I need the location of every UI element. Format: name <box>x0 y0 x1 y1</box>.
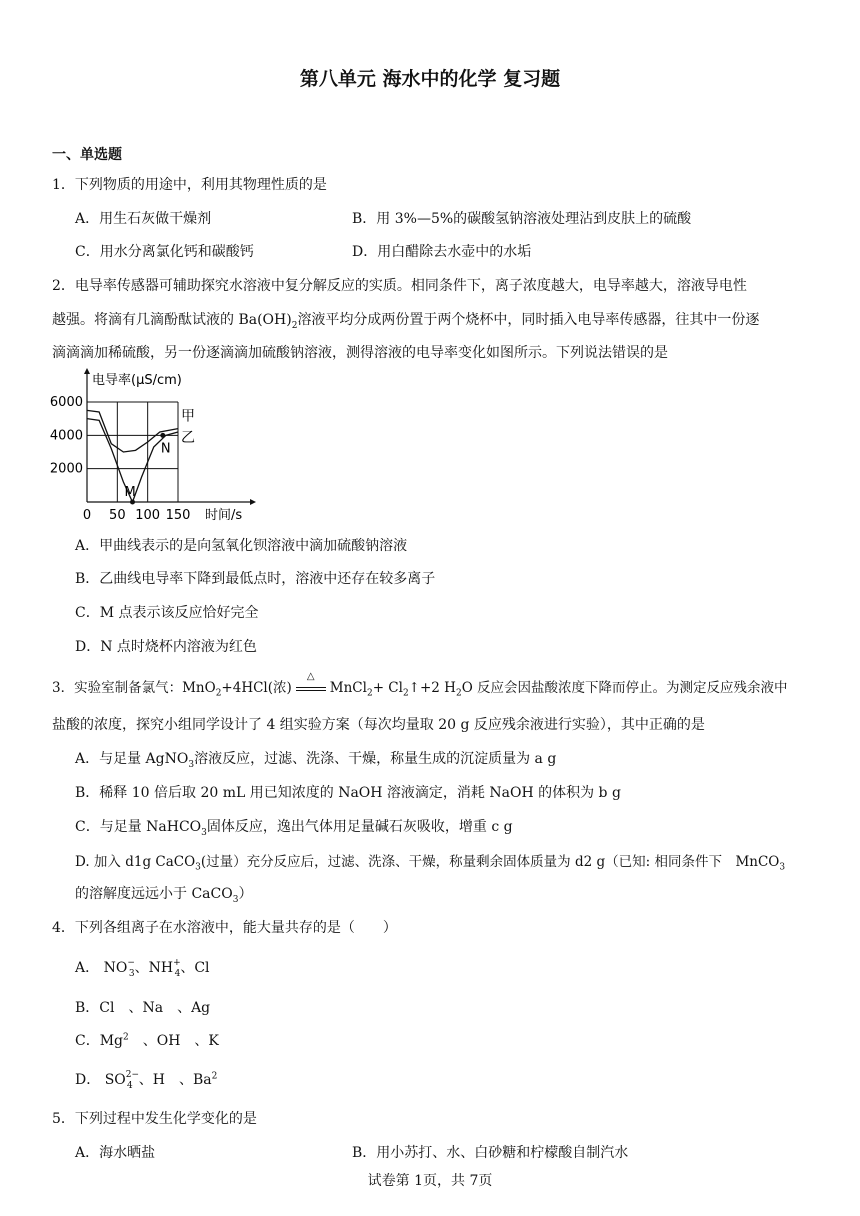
q3-option-b: B．稀释 10 倍后取 20 mL 用已知浓度的 NaOH 溶液滴定，消耗 NaOH 的体积为 b g <box>75 785 621 801</box>
chart-ticks <box>50 395 191 523</box>
x-tick-label: 150 <box>165 508 191 523</box>
point-M <box>130 500 135 505</box>
series-label-1: 甲 <box>181 408 195 425</box>
point-N <box>160 433 165 438</box>
point-label-N: N <box>160 441 171 457</box>
y-tick-label: 6000 <box>49 395 83 410</box>
page-title: 第八单元 海水中的化学 复习题 <box>299 68 561 90</box>
x-tick-label: 0 <box>82 508 92 523</box>
q4-option-d: D． $SO^{2-}_4$ 、H 、Ba$^2$ <box>75 1070 218 1091</box>
q4-option-b: B．Cl 、Na 、Ag <box>75 1000 211 1016</box>
q2-option-c: C．M 点表示该反应恰好完全 <box>75 605 259 621</box>
question-1-stem: 1．下列物质的用途中，利用其物理性质的是 <box>52 177 327 193</box>
chart-axes <box>84 368 256 505</box>
conductivity-chart <box>49 364 270 524</box>
q2-option-a: A．甲曲线表示的是向氢氧化钡溶液中滴加硫酸钠溶液 <box>75 538 408 554</box>
y-axis-label: 电导率(μS/cm) <box>92 373 182 388</box>
series-label-2: 乙 <box>181 430 195 446</box>
x-axis-label: 时间/s <box>205 508 243 523</box>
heat-symbol: △ <box>306 671 315 682</box>
q2-option-b: B．乙曲线电导率下降到最低点时，溶液中还存在较多离子 <box>75 571 436 587</box>
q5-option-b: B．用小苏打、水、白砂糖和柠檬酸自制汽水 <box>352 1145 629 1161</box>
y-axis-arrow <box>84 368 90 374</box>
reaction-arrow <box>294 671 328 696</box>
chart-series <box>87 409 195 502</box>
x-tick-label: 50 <box>109 508 126 523</box>
question-4-stem: 4．下列各组离子在水溶液中，能大量共存的是（ ） <box>52 920 397 936</box>
x-tick-label: 100 <box>135 508 161 523</box>
question-3-line-1: 3．实验室制备氯气：MnO$_2$+4HCl(浓) △ MnCl$_2$+ $Cl_2↑+2$ $H_2O$ 反应会因盐酸浓度下降而停止。为测定反应残余液中 <box>52 671 788 699</box>
question-3-line-2: 盐酸的浓度，探究小组同学设计了 4 组实验方案（每次均量取 20 g 反应残余液进行实验），其中正确的是 <box>52 717 705 733</box>
y-tick-label: 4000 <box>49 428 83 444</box>
q4-option-c: C．Mg$^2$ 、OH 、K <box>75 1032 219 1049</box>
q3-option-a: A．与足量 AgNO$_3$溶液反应，过滤、洗涤、干燥，称量生成的沉淀质量为 a g <box>75 751 557 770</box>
q4-option-a: A． $NO^-_3$、$NH^+_4$、Cl <box>75 958 210 979</box>
q3-option-c: C．与足量 NaHCO$_3$固体反应，逸出气体用足量碱石灰吸收，增重 c g <box>75 819 513 838</box>
q1-option-b: B．用 3%—5%的碳酸氢钠溶液处理沾到皮肤上的硫酸 <box>352 211 692 227</box>
q3-option-d-cont: 的溶解度远远小于 CaCO$_3$） <box>75 886 253 905</box>
q1-option-d: D．用白醋除去水壶中的水垢 <box>352 244 532 260</box>
point-label-M: M <box>124 485 136 500</box>
section-heading: 一、单选题 <box>52 147 122 163</box>
y-tick-label: 2000 <box>49 461 83 477</box>
question-2-line-2: 越强。将滴有几滴酚酞试液的 $Ba(OH)_2$溶液平均分成两份置于两个烧杯中，同时插入电导率传感器，往其中一份逐 <box>52 312 760 331</box>
q5-option-a: A．海水晒盐 <box>75 1145 156 1161</box>
question-5-stem: 5．下列过程中发生化学变化的是 <box>52 1111 257 1127</box>
q2-option-d: D．N 点时烧杯内溶液为红色 <box>75 639 257 655</box>
x-axis-arrow <box>250 499 256 505</box>
page-footer: 试卷第 1页，共 7页 <box>367 1173 493 1189</box>
question-2-line-3: 滴滴滴加稀硫酸，另一份逐滴滴加硫酸钠溶液，测得溶液的电导率变化如图所示。下列说法错误的是 <box>52 345 668 361</box>
q1-option-c: C．用水分离氯化钙和碳酸钙 <box>75 244 254 260</box>
q3-option-d: D. 加入 d1g CaCO$_3$(过量）充分反应后，过滤、洗涤、干燥，称量剩余固体质量为 d2 g（已知: 相同条件下 MnCO$_3$ <box>75 854 786 873</box>
q1-option-a: A．用生石灰做干燥剂 <box>75 211 212 227</box>
question-2-line-1: 2．电导率传感器可辅助探究水溶液中复分解反应的实质。相同条件下，离子浓度越大，电导率越大，溶液导电性 <box>52 278 747 294</box>
